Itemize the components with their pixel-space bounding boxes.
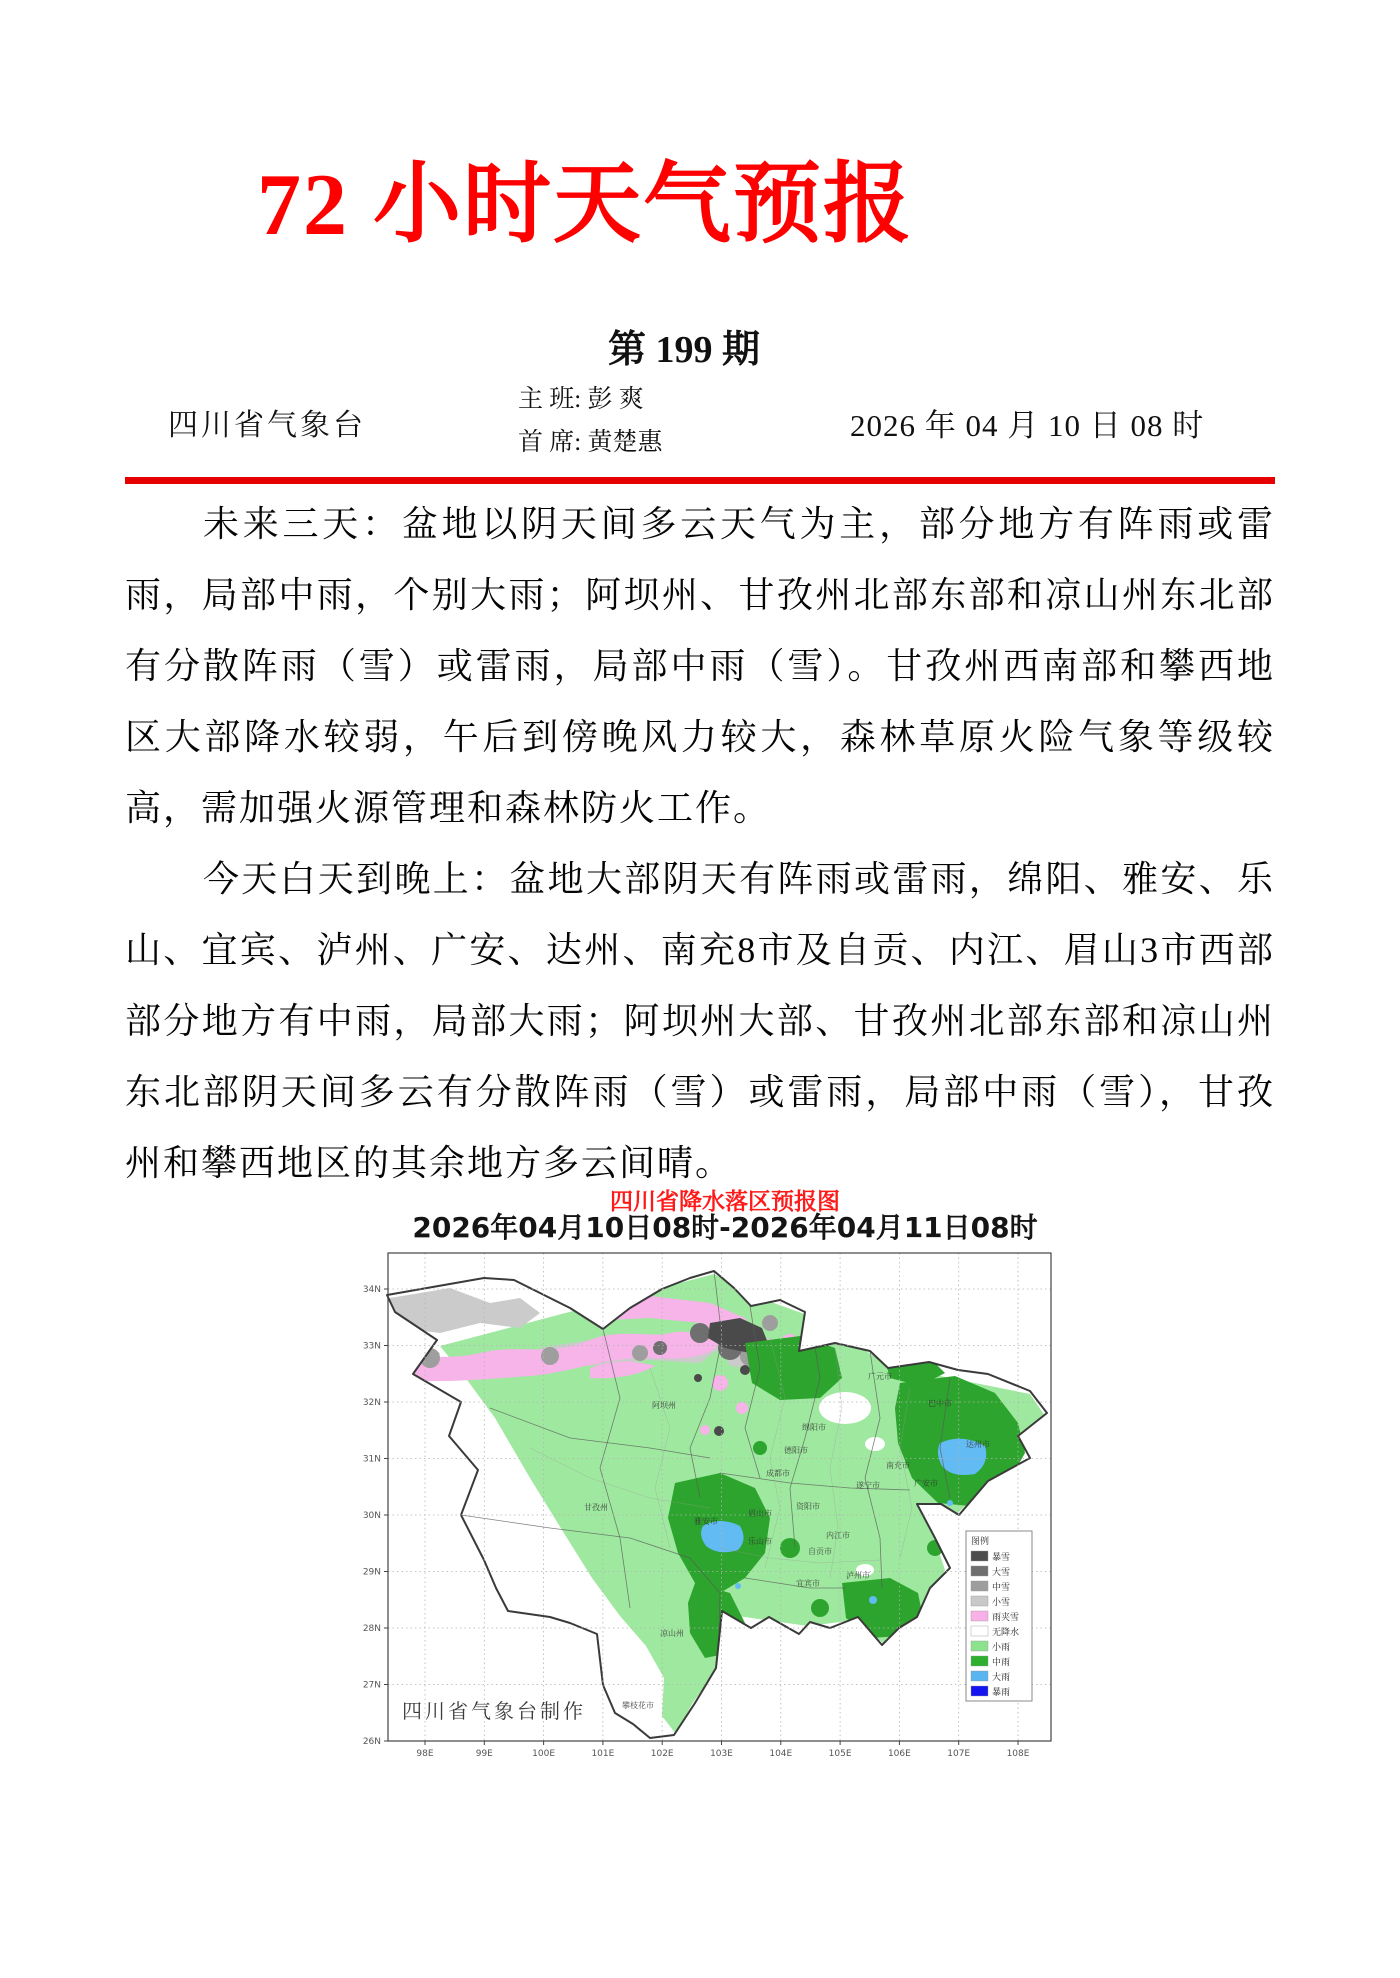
legend-title: 图例 (971, 1537, 990, 1547)
lon-tick-label: 100E (532, 1749, 556, 1759)
map-legend (966, 1531, 1032, 1701)
lon-tick-label: 104E (769, 1749, 793, 1759)
city-label: 广元市 (868, 1372, 892, 1381)
legend-label: 小雪 (992, 1598, 1011, 1608)
document-title: 72 小时天气预报 (256, 157, 913, 254)
forecast-paragraph-today: 今天白天到晚上：盆地大部阴天有阵雨或雷雨，绵阳、雅安、乐山、宜宾、泸州、广安、达州、南充8市及自贡、内江、眉山3市西部部分地方有中雨，局部大雨；阿坝州大部、甘孜州北部东部和凉山州东北部阴天间多云有分散阵雨（雪）或雷雨，局部中雨（雪），甘孜州和攀西地区的其余地方多云间晴。 (125, 859, 1275, 1183)
forecast-paragraph-3day: 未来三天：盆地以阴天间多云天气为主，部分地方有阵雨或雷雨，局部中雨，个别大雨；阿坝州、甘孜州北部东部和凉山州东北部有分散阵雨（雪）或雷雨，局部中雨（雪）。甘孜州西南部和攀西地区大部降水较弱，午后到傍晚风力较大，森林草原火险气象等级较高，需加强火源管理和森林防火工作。 (125, 504, 1275, 828)
legend-label: 雨夹雪 (992, 1613, 1020, 1623)
city-label: 资阳市 (796, 1502, 820, 1511)
map-period: 2026年04月10日08时-2026年04月11日08时 (412, 1211, 1038, 1244)
lat-tick-label: 31N (362, 1454, 381, 1465)
forecast-body (125, 489, 1275, 1199)
legend-swatch (971, 1641, 988, 1651)
city-label: 成都市 (766, 1469, 790, 1478)
legend-label: 中雪 (992, 1583, 1011, 1593)
issue-number: 第 199 期 (607, 329, 760, 371)
precipitation-map-figure (290, 1248, 1060, 1808)
city-label: 南充市 (886, 1461, 910, 1470)
legend-label: 无降水 (992, 1628, 1020, 1638)
lon-tick-label: 108E (1006, 1749, 1030, 1759)
legend-label: 小雨 (992, 1643, 1011, 1653)
legend-swatch (971, 1626, 988, 1636)
lon-tick-label: 107E (947, 1749, 971, 1759)
issuing-agency: 四川省气象台 (168, 409, 366, 442)
lat-tick-label: 28N (362, 1624, 381, 1634)
lon-tick-label: 98E (416, 1749, 434, 1759)
legend-swatch (971, 1581, 988, 1591)
lat-tick-label: 32N (362, 1398, 381, 1408)
city-label: 宜宾市 (796, 1579, 820, 1588)
legend-label: 暴雨 (992, 1688, 1011, 1698)
lon-tick-label: 102E (650, 1749, 674, 1759)
city-label: 德阳市 (784, 1446, 808, 1455)
city-label: 绵阳市 (802, 1423, 826, 1432)
lon-tick-label: 105E (828, 1749, 852, 1759)
city-label: 甘孜州 (584, 1503, 608, 1512)
legend-label: 大雪 (992, 1568, 1011, 1578)
lat-tick-label: 26N (362, 1737, 381, 1747)
chief-forecaster-line: 首 席: 黄楚惠 (518, 429, 663, 456)
city-label: 广安市 (914, 1479, 938, 1488)
lat-tick-label: 27N (362, 1680, 381, 1691)
legend-label: 大雨 (992, 1673, 1011, 1683)
city-label: 雅安市 (694, 1517, 718, 1526)
city-label: 眉山市 (748, 1509, 772, 1518)
legend-swatch (971, 1551, 988, 1561)
duty-forecasters (518, 378, 662, 464)
issue-datetime: 2026 年 04 月 10 日 08 时 (850, 408, 1205, 443)
legend-swatch (971, 1596, 988, 1606)
lat-tick-label: 34N (362, 1285, 381, 1295)
lon-tick-label: 101E (591, 1749, 615, 1759)
lon-tick-label: 103E (710, 1749, 733, 1759)
lon-tick-label: 99E (475, 1749, 493, 1759)
city-label: 泸州市 (846, 1571, 870, 1580)
lon-tick-label: 106E (887, 1749, 911, 1759)
legend-swatch (971, 1611, 988, 1621)
legend-swatch (971, 1686, 988, 1696)
lat-tick-label: 30N (362, 1511, 381, 1521)
precipitation-map (290, 1248, 1060, 1808)
city-label: 遂宁市 (856, 1481, 880, 1490)
city-label: 攀枝花市 (622, 1701, 654, 1710)
lat-tick-label: 33N (362, 1341, 381, 1352)
city-label: 达州市 (966, 1440, 990, 1449)
duty-officer-line: 主 班: 彭 爽 (518, 386, 644, 413)
legend-label: 暴雪 (992, 1553, 1011, 1563)
city-label: 凉山州 (660, 1629, 684, 1638)
city-label: 内江市 (826, 1531, 850, 1540)
map-title: 四川省降水落区预报图 (610, 1189, 840, 1215)
map-credit: 四川省气象台制作 (402, 1699, 586, 1723)
legend-swatch (971, 1671, 988, 1681)
legend-swatch (971, 1566, 988, 1576)
legend-swatch (971, 1656, 988, 1666)
header-divider (125, 477, 1275, 484)
city-label: 巴中市 (928, 1399, 952, 1408)
city-label: 阿坝州 (652, 1401, 676, 1410)
city-label: 乐山市 (748, 1537, 772, 1546)
legend-label: 中雨 (992, 1658, 1011, 1668)
lat-tick-label: 29N (362, 1567, 381, 1578)
city-label: 自贡市 (808, 1547, 832, 1556)
